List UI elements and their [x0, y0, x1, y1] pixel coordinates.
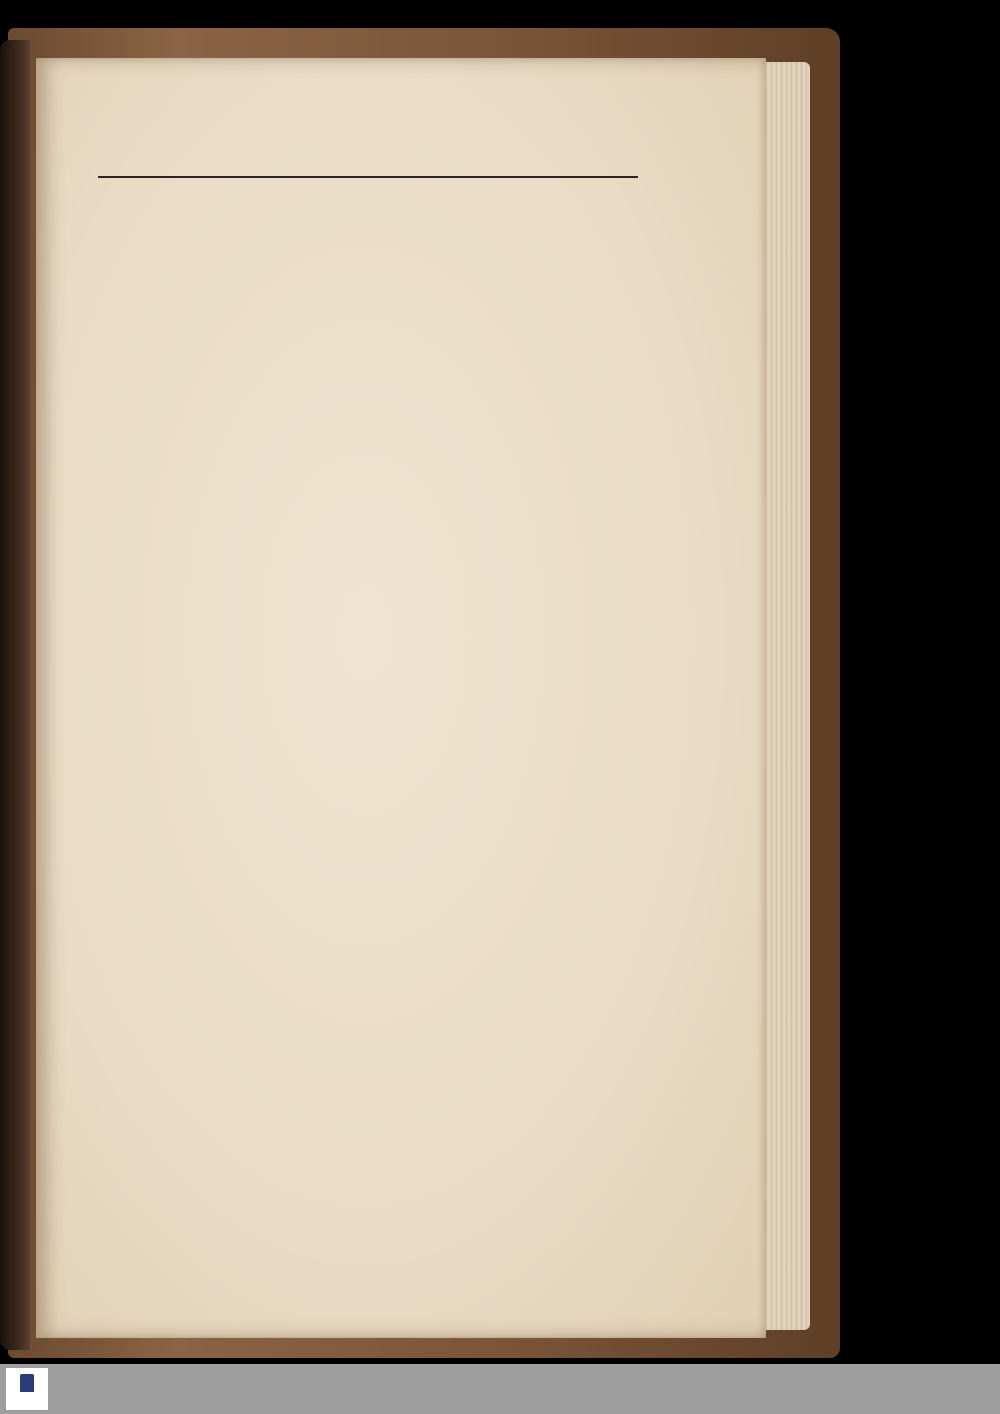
book-page	[36, 58, 766, 1338]
institution-logo	[6, 1368, 48, 1410]
footer-bar	[0, 1364, 1000, 1414]
header-rule	[98, 176, 638, 178]
logo-mark-icon	[20, 1374, 34, 1392]
book-spine	[0, 40, 30, 1350]
page-text	[96, 168, 644, 196]
